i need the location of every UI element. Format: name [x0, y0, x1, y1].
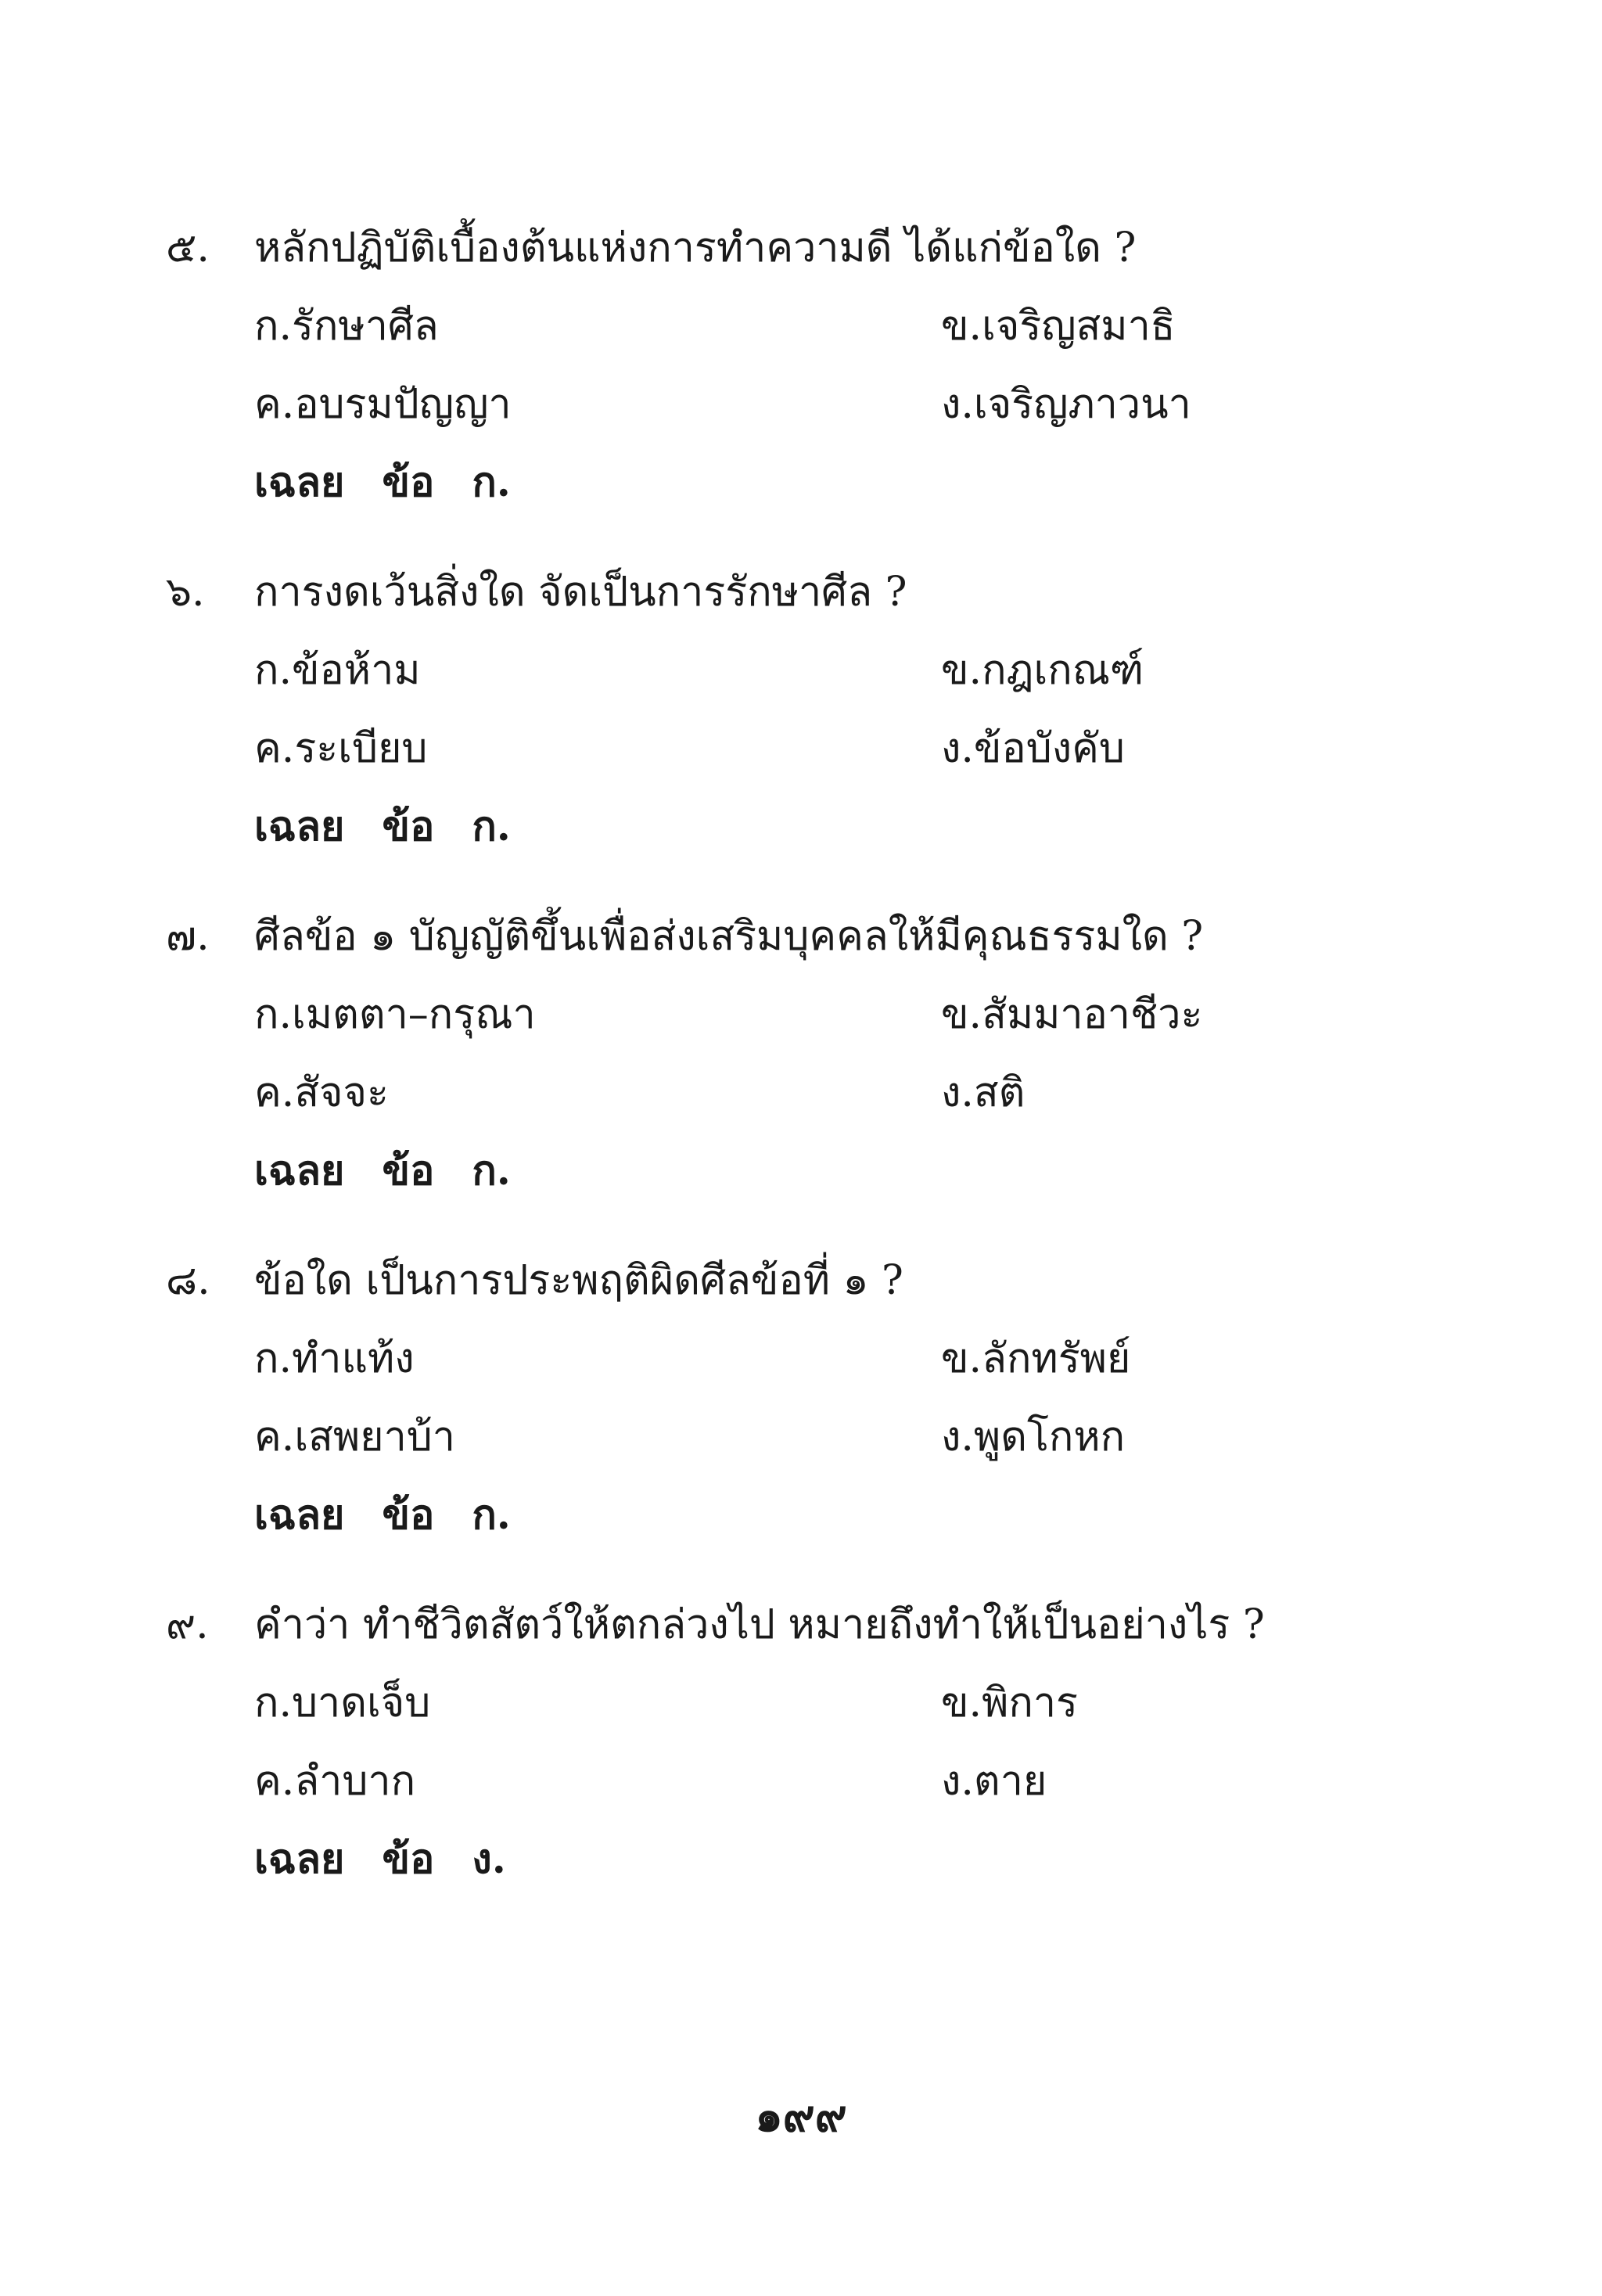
answer-word: ข้อ — [382, 1147, 435, 1195]
answer-line — [254, 1832, 544, 1887]
answer-line — [254, 455, 548, 510]
question-5 — [0, 221, 1602, 518]
question-6 — [0, 565, 1602, 862]
answer-word: ข้อ — [382, 803, 435, 850]
question-number: ๖. — [166, 569, 205, 616]
option-a: ก.ทำแท้ง — [254, 1335, 415, 1382]
question-number: ๘. — [166, 1257, 210, 1304]
answer-choice: ก. — [472, 803, 511, 850]
answer-choice: ง. — [472, 1835, 506, 1883]
question-text: คำว่า ทำชีวิตสัตว์ให้ตกล่วงไป หมายถึงทำให้เป็นอย่างไร ? — [254, 1601, 1265, 1648]
answer-choice: ก. — [472, 458, 511, 506]
answer-word: ข้อ — [382, 1491, 435, 1539]
option-b: ข.ลักทรัพย์ — [941, 1335, 1131, 1382]
answer-choice: ก. — [472, 1491, 511, 1539]
answer-choice: ก. — [472, 1147, 511, 1195]
answer-label: เฉลย — [254, 458, 345, 506]
option-d: ง.ตาย — [941, 1758, 1047, 1805]
question-text: ศีลข้อ ๑ บัญญัติขึ้นเพื่อส่งเสริมบุคคลให้มีคุณธรรมใด ? — [254, 913, 1204, 960]
option-d: ง.ข้อบังคับ — [941, 725, 1125, 772]
answer-word: ข้อ — [382, 458, 435, 506]
answer-label: เฉลย — [254, 1835, 345, 1883]
question-text: หลักปฏิบัติเบื้องต้นแห่งการทำความดี ได้แก่ข้อใด ? — [254, 225, 1137, 271]
option-b: ข.เจริญสมาธิ — [941, 303, 1176, 350]
option-a: ก.บาดเจ็บ — [254, 1680, 431, 1726]
option-d: ง.สติ — [941, 1069, 1025, 1116]
option-a: ก.เมตตา–กรุณา — [254, 991, 536, 1038]
question-9 — [0, 1597, 1602, 1895]
question-number: ๕. — [166, 225, 210, 271]
option-b: ข.สัมมาอาชีวะ — [941, 991, 1203, 1038]
answer-word: ข้อ — [382, 1835, 435, 1883]
question-text: ข้อใด เป็นการประพฤติผิดศีลข้อที่ ๑ ? — [254, 1257, 903, 1304]
answer-label: เฉลย — [254, 803, 345, 850]
question-number: ๙. — [166, 1601, 209, 1648]
answer-line — [254, 1488, 548, 1543]
option-a: ก.รักษาศีล — [254, 303, 439, 350]
question-8 — [0, 1253, 1602, 1550]
option-b: ข.พิการ — [941, 1680, 1078, 1726]
option-d: ง.เจริญภาวนา — [941, 381, 1191, 428]
option-a: ก.ข้อห้าม — [254, 647, 421, 694]
answer-label: เฉลย — [254, 1147, 345, 1195]
page-number: ๑๙๙ — [755, 2090, 847, 2142]
answer-label: เฉลย — [254, 1491, 345, 1539]
answer-line — [254, 1144, 548, 1198]
option-c: ค.เสพยาบ้า — [254, 1414, 455, 1461]
option-c: ค.สัจจะ — [254, 1069, 389, 1116]
option-c: ค.ระเบียบ — [254, 725, 428, 772]
option-b: ข.กฎเกณฑ์ — [941, 647, 1144, 694]
question-7 — [0, 909, 1602, 1206]
answer-line — [254, 799, 548, 854]
question-number: ๗. — [166, 913, 210, 960]
question-text: การงดเว้นสิ่งใด จัดเป็นการรักษาศีล ? — [254, 569, 907, 616]
option-d: ง.พูดโกหก — [941, 1414, 1126, 1461]
option-c: ค.อบรมปัญญา — [254, 381, 512, 428]
option-c: ค.ลำบาก — [254, 1758, 416, 1805]
